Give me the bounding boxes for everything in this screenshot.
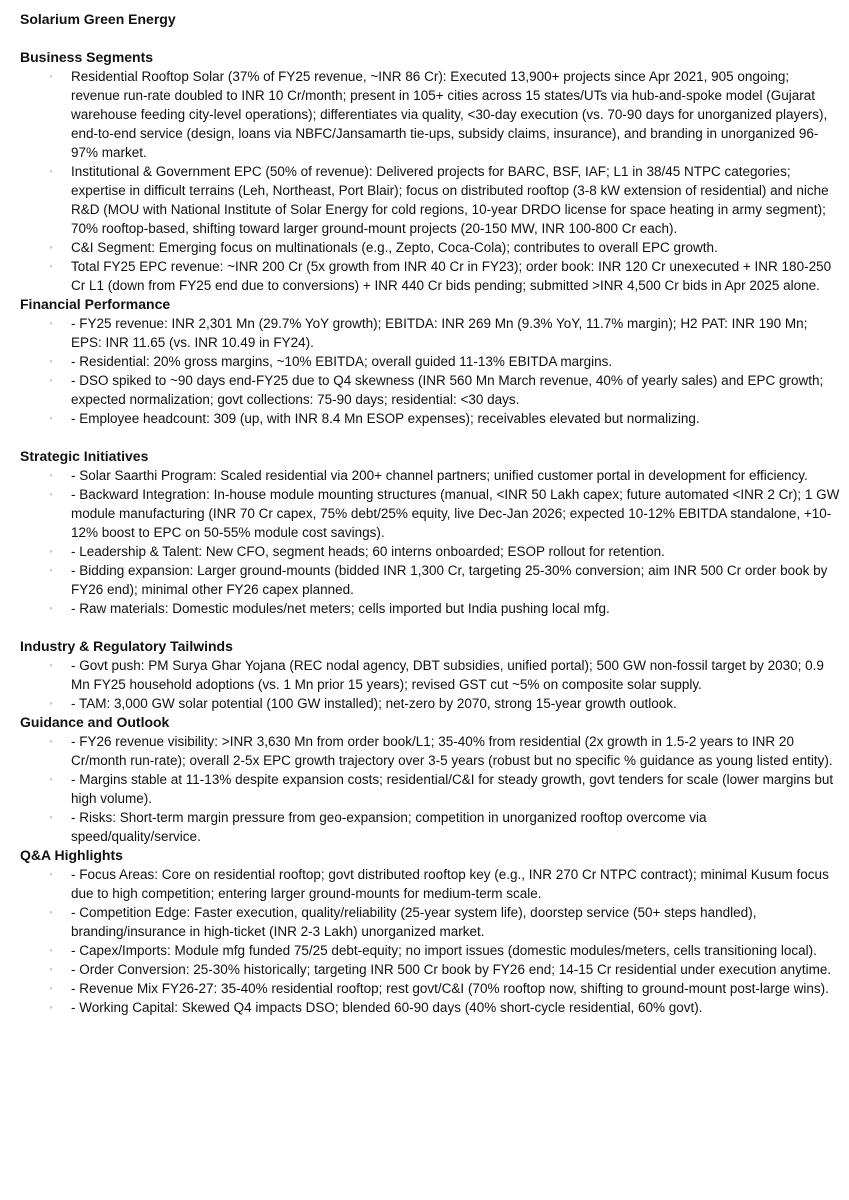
list-item (20, 979, 840, 998)
list-item (20, 770, 840, 808)
list-item-text: - Competition Edge: Faster execution, quality/reliability (25-year system life), doorstep service (50+ steps handled), branding/insurance in high-ticket (INR 2-3 Lakh) unorganized market. (71, 905, 757, 939)
list-item (20, 903, 840, 941)
bullet-icon: ◦ (49, 698, 53, 708)
bullet-list (20, 466, 840, 618)
list-item (20, 314, 840, 352)
list-item-text: - DSO spiked to ~90 days end-FY25 due to Q4 skewness (INR 560 Mn March revenue, 40% of yearly sales) and EPC growth; expected normalization; govt collections: 75-90 days; residential: <30 days. (71, 373, 824, 407)
list-item-text: - Working Capital: Skewed Q4 impacts DSO; blended 60-90 days (40% short-cycle residential, 60% govt). (71, 1000, 703, 1015)
list-item (20, 656, 840, 694)
bullet-icon: ◦ (49, 869, 53, 879)
list-item-text: - Residential: 20% gross margins, ~10% EBITDA; overall guided 11-13% EBITDA margins. (71, 354, 613, 369)
section (20, 846, 840, 1017)
list-item-text: - Govt push: PM Surya Ghar Yojana (REC nodal agency, DBT subsidies, unified portal); 500 GW non-fossil target by 2030; 0.9 Mn FY25 household adoptions (vs. 1 Mn prior 15 years); revised GST cut ~5% on composite solar supply. (71, 658, 824, 692)
list-item (20, 67, 840, 162)
list-item (20, 561, 840, 599)
bullet-icon: ◦ (49, 413, 53, 423)
bullet-list (20, 865, 840, 1017)
list-item (20, 998, 840, 1017)
list-item (20, 599, 840, 618)
list-item-text: Total FY25 EPC revenue: ~INR 200 Cr (5x growth from INR 40 Cr in FY23); order book: INR 120 Cr unexecuted + INR 180-250 Cr L1 (down from FY25 end due to conversions) + INR 440 Cr bids pending; submitted >INR 4,500 Cr bids in Apr 2025 alone. (71, 259, 832, 293)
list-item (20, 960, 840, 979)
section-heading: Q&A Highlights (20, 847, 123, 863)
list-item (20, 162, 840, 238)
bullet-icon: ◦ (49, 261, 53, 271)
list-item-text: - FY25 revenue: INR 2,301 Mn (29.7% YoY growth); EBITDA: INR 269 Mn (9.3% YoY, 11.7% margin); H2 PAT: INR 190 Mn; EPS: INR 11.65 (vs. INR 10.49 in FY24). (71, 316, 808, 350)
bullet-icon: ◦ (49, 71, 53, 81)
section-heading: Financial Performance (20, 296, 171, 312)
list-item-text: C&I Segment: Emerging focus on multinationals (e.g., Zepto, Coca-Cola); contributes to overall EPC growth. (71, 240, 718, 255)
list-item-text: Institutional & Government EPC (50% of revenue): Delivered projects for BARC, BSF, IAF; L1 in 38/45 NTPC categories; expertise in difficult terrains (Leh, Northeast, Port Blair); focus on distributed rooftop (3-8 kW extension of residential) and niche R&D (MOU with National Institute of Solar Energy for cold regions, 10-year DRDO license for space heating in army segment); 70% rooftop-based, shifting toward larger ground-mount projects (20-150 MW, INR 100-800 Cr each). (71, 164, 829, 236)
list-item (20, 542, 840, 561)
section-heading: Strategic Initiatives (20, 448, 149, 464)
bullet-icon: ◦ (49, 375, 53, 385)
list-item (20, 352, 840, 371)
bullet-list (20, 732, 840, 846)
bullet-list (20, 67, 840, 295)
list-item-text: - Order Conversion: 25-30% historically; targeting INR 500 Cr book by FY26 end; 14-15 Cr residential under execution anytime. (71, 962, 832, 977)
bullet-icon: ◦ (49, 1002, 53, 1012)
list-item (20, 238, 840, 257)
bullet-icon: ◦ (49, 964, 53, 974)
section (20, 637, 840, 713)
section-spacer (20, 428, 840, 447)
bullet-icon: ◦ (49, 242, 53, 252)
bullet-icon: ◦ (49, 983, 53, 993)
list-item-text: - Focus Areas: Core on residential rooftop; govt distributed rooftop key (e.g., INR 270 Cr NTPC contract); minimal Kusum focus due to high competition; entering larger ground-mounts for medium-term scale. (71, 867, 829, 901)
section-heading: Industry & Regulatory Tailwinds (20, 638, 233, 654)
list-item (20, 694, 840, 713)
bullet-icon: ◦ (49, 603, 53, 613)
list-item (20, 865, 840, 903)
bullet-icon: ◦ (49, 907, 53, 917)
list-item (20, 808, 840, 846)
bullet-icon: ◦ (49, 546, 53, 556)
list-item-text: - Backward Integration: In-house module mounting structures (manual, <INR 50 Lakh capex; future automated <INR 2 Cr); 1 GW module manufacturing (INR 70 Cr capex, 75% debt/25% equity, live Dec-Jan 2026; expected 10-12% EBITDA standalone, +10-12% boost to EPC on 50-55% module cost savings). (71, 487, 840, 540)
bullet-list (20, 314, 840, 428)
bullet-icon: ◦ (49, 565, 53, 575)
list-item-text: - Raw materials: Domestic modules/net meters; cells imported but India pushing local mfg. (71, 601, 610, 616)
section-spacer (20, 618, 840, 637)
list-item-text: Residential Rooftop Solar (37% of FY25 revenue, ~INR 86 Cr): Executed 13,900+ projects since Apr 2021, 905 ongoing; revenue run-rate doubled to INR 10 Cr/month; present in 105+ cities across 15 states/UTs via hub-and-spoke model (Gujarat warehouse feeding city-level operations); differentiates via quality, <30-day execution (vs. 70-90 days for unorganized players), end-to-end service (design, loans via NBFC/Jansamarth tie-ups, subsidy claims, insurance), and branding in unorganized 96-97% market. (71, 69, 828, 160)
list-item-text: - Leadership & Talent: New CFO, segment heads; 60 interns onboarded; ESOP rollout for retention. (71, 544, 665, 559)
document (20, 10, 840, 1017)
bullet-icon: ◦ (49, 356, 53, 366)
bullet-icon: ◦ (49, 470, 53, 480)
bullet-icon: ◦ (49, 660, 53, 670)
list-item-text: - Risks: Short-term margin pressure from geo-expansion; competition in unorganized rooftop overcome via speed/quality/service. (71, 810, 707, 844)
bullet-list (20, 656, 840, 713)
list-item-text: - FY26 revenue visibility: >INR 3,630 Mn from order book/L1; 35-40% from residential (2x growth in 1.5-2 years to INR 20 Cr/month run-rate); overall 2-5x EPC growth trajectory over 3-5 years (robust but no specific % guidance as young listed entity). (71, 734, 833, 768)
bullet-icon: ◦ (49, 774, 53, 784)
list-item-text: - Margins stable at 11-13% despite expansion costs; residential/C&I for steady growth, govt tenders for scale (lower margins but high volume). (71, 772, 834, 806)
list-item (20, 257, 840, 295)
list-item (20, 409, 840, 428)
sections-container (20, 48, 840, 1017)
bullet-icon: ◦ (49, 812, 53, 822)
section (20, 48, 840, 295)
list-item (20, 466, 840, 485)
list-item-text: - Solar Saarthi Program: Scaled residential via 200+ channel partners; unified customer portal in development for efficiency. (71, 468, 808, 483)
bullet-icon: ◦ (49, 945, 53, 955)
list-item (20, 941, 840, 960)
bullet-icon: ◦ (49, 489, 53, 499)
list-item (20, 371, 840, 409)
list-item (20, 732, 840, 770)
list-item-text: - Employee headcount: 309 (up, with INR 8.4 Mn ESOP expenses); receivables elevated but normalizing. (71, 411, 700, 426)
section-heading: Guidance and Outlook (20, 714, 170, 730)
bullet-icon: ◦ (49, 318, 53, 328)
section (20, 713, 840, 846)
document-title: Solarium Green Energy (20, 11, 176, 27)
section (20, 447, 840, 637)
bullet-icon: ◦ (49, 166, 53, 176)
list-item-text: - Revenue Mix FY26-27: 35-40% residential rooftop; rest govt/C&I (70% rooftop now, shifting to ground-mount post-large wins). (71, 981, 829, 996)
section (20, 295, 840, 447)
list-item-text: - Bidding expansion: Larger ground-mounts (bidded INR 1,300 Cr, targeting 25-30% conversion; aim INR 500 Cr order book by FY26 end); minimal other FY26 capex planned. (71, 563, 828, 597)
list-item-text: - TAM: 3,000 GW solar potential (100 GW installed); net-zero by 2070, strong 15-year growth outlook. (71, 696, 677, 711)
list-item-text: - Capex/Imports: Module mfg funded 75/25 debt-equity; no import issues (domestic modules/meters, cells transitioning local). (71, 943, 817, 958)
section-heading: Business Segments (20, 49, 154, 65)
list-item (20, 485, 840, 542)
bullet-icon: ◦ (49, 736, 53, 746)
